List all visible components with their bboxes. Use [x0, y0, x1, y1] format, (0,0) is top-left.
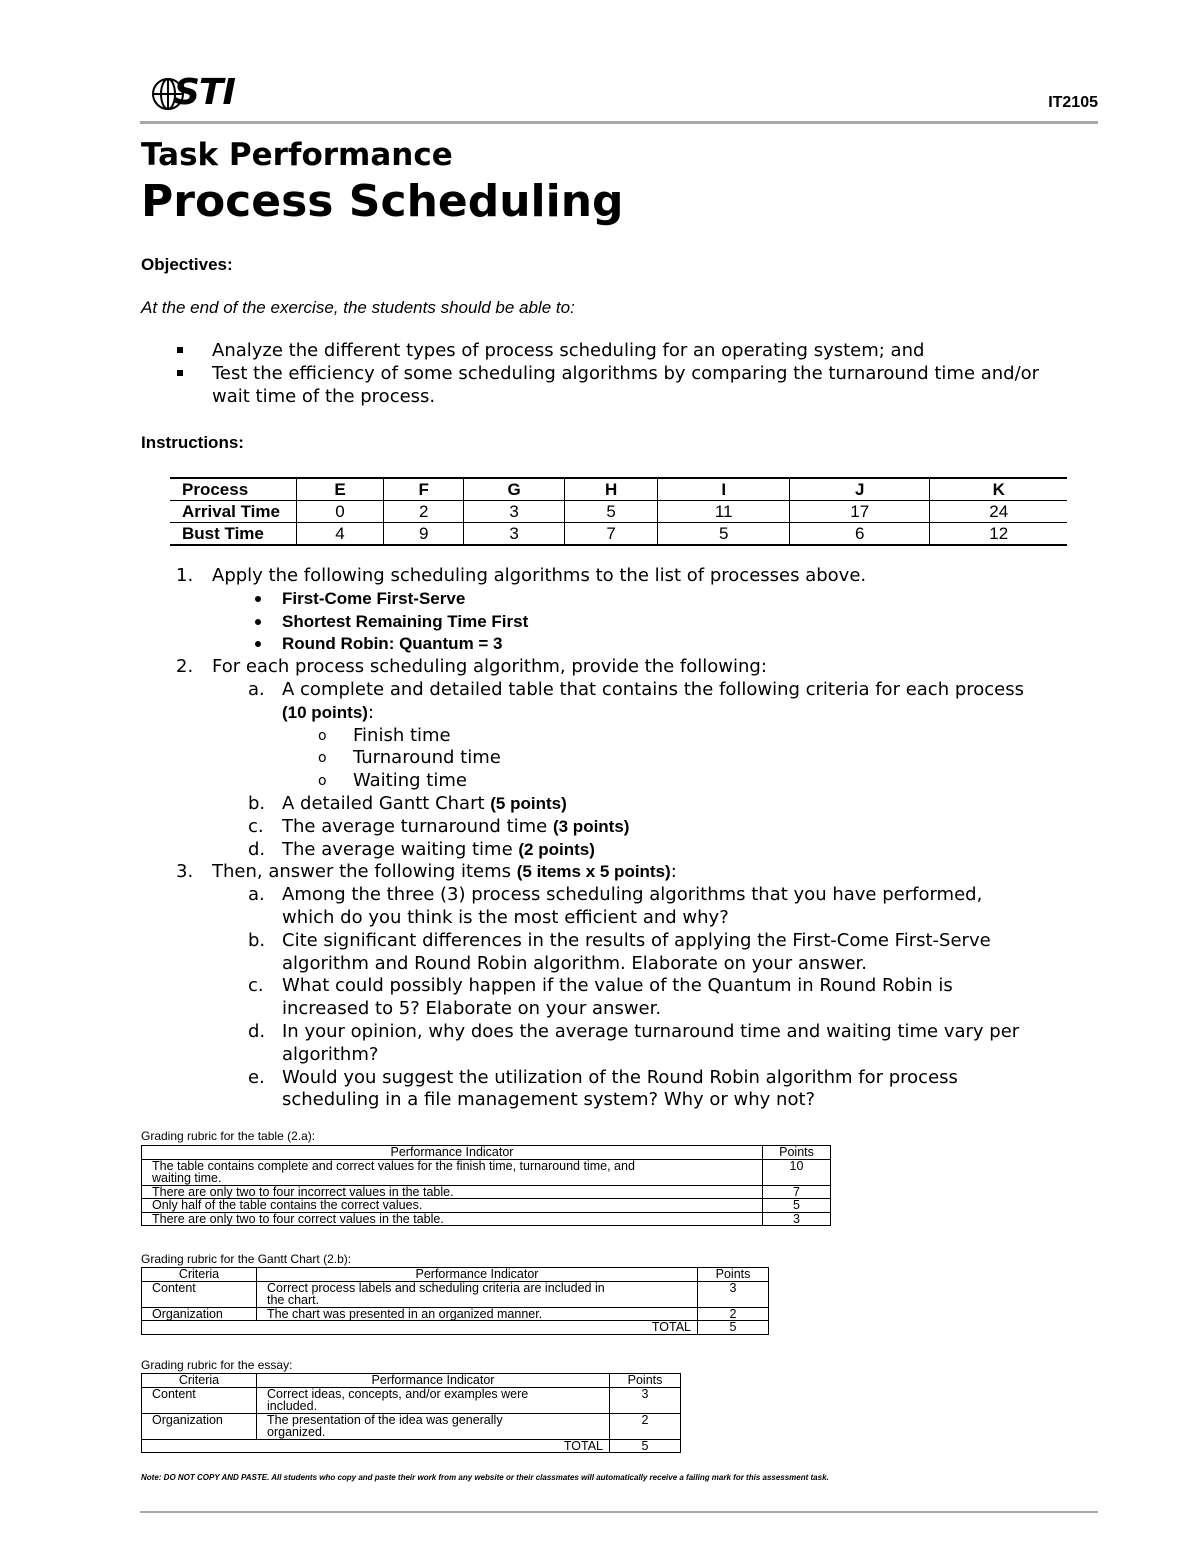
table-header: Performance Indicator: [142, 1146, 763, 1160]
table-header: Points: [763, 1146, 831, 1160]
table-row: [170, 501, 1067, 523]
bullet-icon: [255, 641, 261, 647]
criteria-item: o Waiting time: [318, 770, 467, 792]
question-item: b. Cite significant differences in the results of applying the First-Come First-Serve algorithm and Round Robin algorithm. Elaborate on your answer.: [248, 929, 991, 974]
question-item: c. What could possibly happen if the value of the Quantum in Round Robin is increased to 5? Elaborate on your answer.: [248, 975, 953, 1020]
table-cell: 11: [658, 501, 790, 523]
question-item: a. Among the three (3) process scheduling algorithms that you have performed, which do you think is the most efficient and why?: [248, 884, 983, 928]
table-row: [142, 1374, 681, 1388]
table-cell: 5: [564, 501, 658, 523]
table-cell: Arrival Time: [170, 501, 297, 523]
table-cell: Organization: [142, 1413, 257, 1439]
table-cell: 4: [297, 523, 384, 546]
instructions-label: Instructions:: [141, 433, 244, 452]
document-code: IT2105: [1048, 94, 1098, 111]
circle-bullet-icon: o: [318, 727, 327, 744]
table-row: [142, 1281, 769, 1307]
table-cell: 2: [698, 1307, 769, 1321]
rubric-table-caption: Grading rubric for the table (2.a):: [141, 1129, 316, 1143]
algorithm-item: Round Robin: Quantum = 3: [172, 633, 1102, 656]
table-cell: 24: [930, 501, 1067, 523]
table-cell: 2: [384, 501, 464, 523]
sti-logo: [150, 74, 250, 114]
process-table: [170, 477, 1067, 546]
table-cell: F: [384, 478, 464, 501]
table-row: [142, 1185, 831, 1199]
total-label: TOTAL: [142, 1321, 698, 1335]
table-row: [142, 1212, 831, 1226]
objectives-list: [172, 339, 1072, 408]
table-header: Criteria: [142, 1268, 257, 1282]
table-cell: 12: [930, 523, 1067, 546]
objectives-intro: At the end of the exercise, the students should be able to:: [141, 298, 575, 317]
question-item: e. Would you suggest the utilization of the Round Robin algorithm for process scheduling in a file management system? Why or why not?: [248, 1066, 958, 1111]
table-header: Criteria: [142, 1374, 257, 1388]
circle-bullet-icon: o: [318, 750, 327, 767]
logo-text: STI: [174, 72, 235, 113]
table-cell: K: [930, 478, 1067, 501]
table-row: [142, 1413, 681, 1439]
table-row: [142, 1146, 831, 1160]
table-header: Points: [698, 1268, 769, 1282]
table-cell: Content: [142, 1387, 257, 1413]
criteria-item: o Turnaround time: [318, 747, 501, 769]
table-row: [142, 1199, 831, 1213]
table-cell: There are only two to four correct values in the table.: [142, 1212, 763, 1226]
rubric-gantt-caption: Grading rubric for the Gantt Chart (2.b):: [141, 1252, 352, 1266]
instruction-steps: [172, 565, 1102, 1112]
table-cell: Process: [170, 478, 297, 501]
step-2: 2. For each process scheduling algorithm, provide the following:: [176, 656, 767, 678]
table-row: [142, 1321, 769, 1335]
circle-bullet-icon: o: [318, 773, 327, 790]
table-cell: Bust Time: [170, 523, 297, 546]
table-cell: 2: [610, 1413, 681, 1439]
step-1: 1. Apply the following scheduling algorithms to the list of processes above.: [176, 565, 867, 586]
rubric-gantt: [141, 1267, 769, 1335]
step-2d: d. The average waiting time (2 points): [248, 838, 595, 860]
table-cell: 5: [658, 523, 790, 546]
page-title: Process Scheduling: [141, 176, 624, 227]
square-bullet-icon: [177, 370, 183, 376]
rubric-essay-caption: Grading rubric for the essay:: [141, 1358, 293, 1372]
step-3: 3. Then, answer the following items (5 items x 5 points):: [176, 861, 677, 883]
table-cell: J: [789, 478, 930, 501]
table-header: Points: [610, 1374, 681, 1388]
table-cell: 17: [789, 501, 930, 523]
table-cell: The table contains complete and correct values for the finish time, turnaround time, and waiting time.: [142, 1159, 763, 1185]
table-cell: 7: [763, 1185, 831, 1199]
table-row: [170, 523, 1067, 546]
bullet-icon: [255, 619, 261, 625]
table-row: [142, 1439, 681, 1453]
table-cell: 6: [789, 523, 930, 546]
page-kicker: Task Performance: [141, 137, 453, 173]
table-cell: Organization: [142, 1307, 257, 1321]
step-2a: a. A complete and detailed table that contains the following criteria for each process (10 points):: [248, 678, 1024, 723]
table-row: [142, 1387, 681, 1413]
table-cell: 0: [297, 501, 384, 523]
objectives-label: Objectives:: [141, 255, 233, 274]
table-cell: G: [464, 478, 564, 501]
table-cell: 3: [464, 501, 564, 523]
table-cell: 3: [464, 523, 564, 546]
table-cell: The presentation of the idea was generally organized.: [257, 1413, 610, 1439]
rubric-essay: [141, 1373, 681, 1453]
table-cell: 3: [763, 1212, 831, 1226]
table-cell: Content: [142, 1281, 257, 1307]
total-value: 5: [610, 1439, 681, 1453]
footer-rule: [140, 1511, 1098, 1513]
total-label: TOTAL: [142, 1439, 610, 1453]
square-bullet-icon: [177, 347, 183, 353]
table-cell: 5: [763, 1199, 831, 1213]
table-cell: Correct ideas, concepts, and/or examples were included.: [257, 1387, 610, 1413]
table-cell: 9: [384, 523, 464, 546]
table-cell: 10: [763, 1159, 831, 1185]
table-row: [142, 1307, 769, 1321]
table-row: [142, 1268, 769, 1282]
algorithm-item: Shortest Remaining Time First: [172, 611, 1102, 634]
table-cell: Only half of the table contains the correct values.: [142, 1199, 763, 1213]
table-cell: I: [658, 478, 790, 501]
step-2b: b. A detailed Gantt Chart (5 points): [248, 792, 567, 814]
objective-item: Test the efficiency of some scheduling algorithms by comparing the turnaround time and/or wait time of the process.: [172, 362, 1072, 408]
criteria-item: o Finish time: [318, 724, 451, 746]
table-header: Performance Indicator: [257, 1374, 610, 1388]
rubric-table: [141, 1145, 831, 1226]
table-cell: 3: [698, 1281, 769, 1307]
table-cell: 7: [564, 523, 658, 546]
table-cell: 3: [610, 1387, 681, 1413]
table-cell: E: [297, 478, 384, 501]
total-value: 5: [698, 1321, 769, 1335]
question-item: d. In your opinion, why does the average turnaround time and waiting time vary per algorithm?: [248, 1020, 1020, 1065]
table-cell: There are only two to four incorrect values in the table.: [142, 1185, 763, 1199]
objective-item: Analyze the different types of process scheduling for an operating system; and: [172, 339, 1072, 362]
step-2c: c. The average turnaround time (3 points): [248, 815, 630, 837]
algorithm-item: First-Come First-Serve: [172, 588, 1102, 611]
bullet-icon: [255, 596, 261, 602]
table-header: Performance Indicator: [257, 1268, 698, 1282]
table-row: [142, 1159, 831, 1185]
table-cell: H: [564, 478, 658, 501]
table-row: [170, 478, 1067, 501]
header-rule: [140, 121, 1098, 124]
table-cell: The chart was presented in an organized manner.: [257, 1307, 698, 1321]
footer-note: Note: DO NOT COPY AND PASTE. All students who copy and paste their work from any website or their classmates will automatically receive a failing mark for this assessment task.: [141, 1473, 829, 1482]
table-cell: Correct process labels and scheduling criteria are included in the chart.: [257, 1281, 698, 1307]
